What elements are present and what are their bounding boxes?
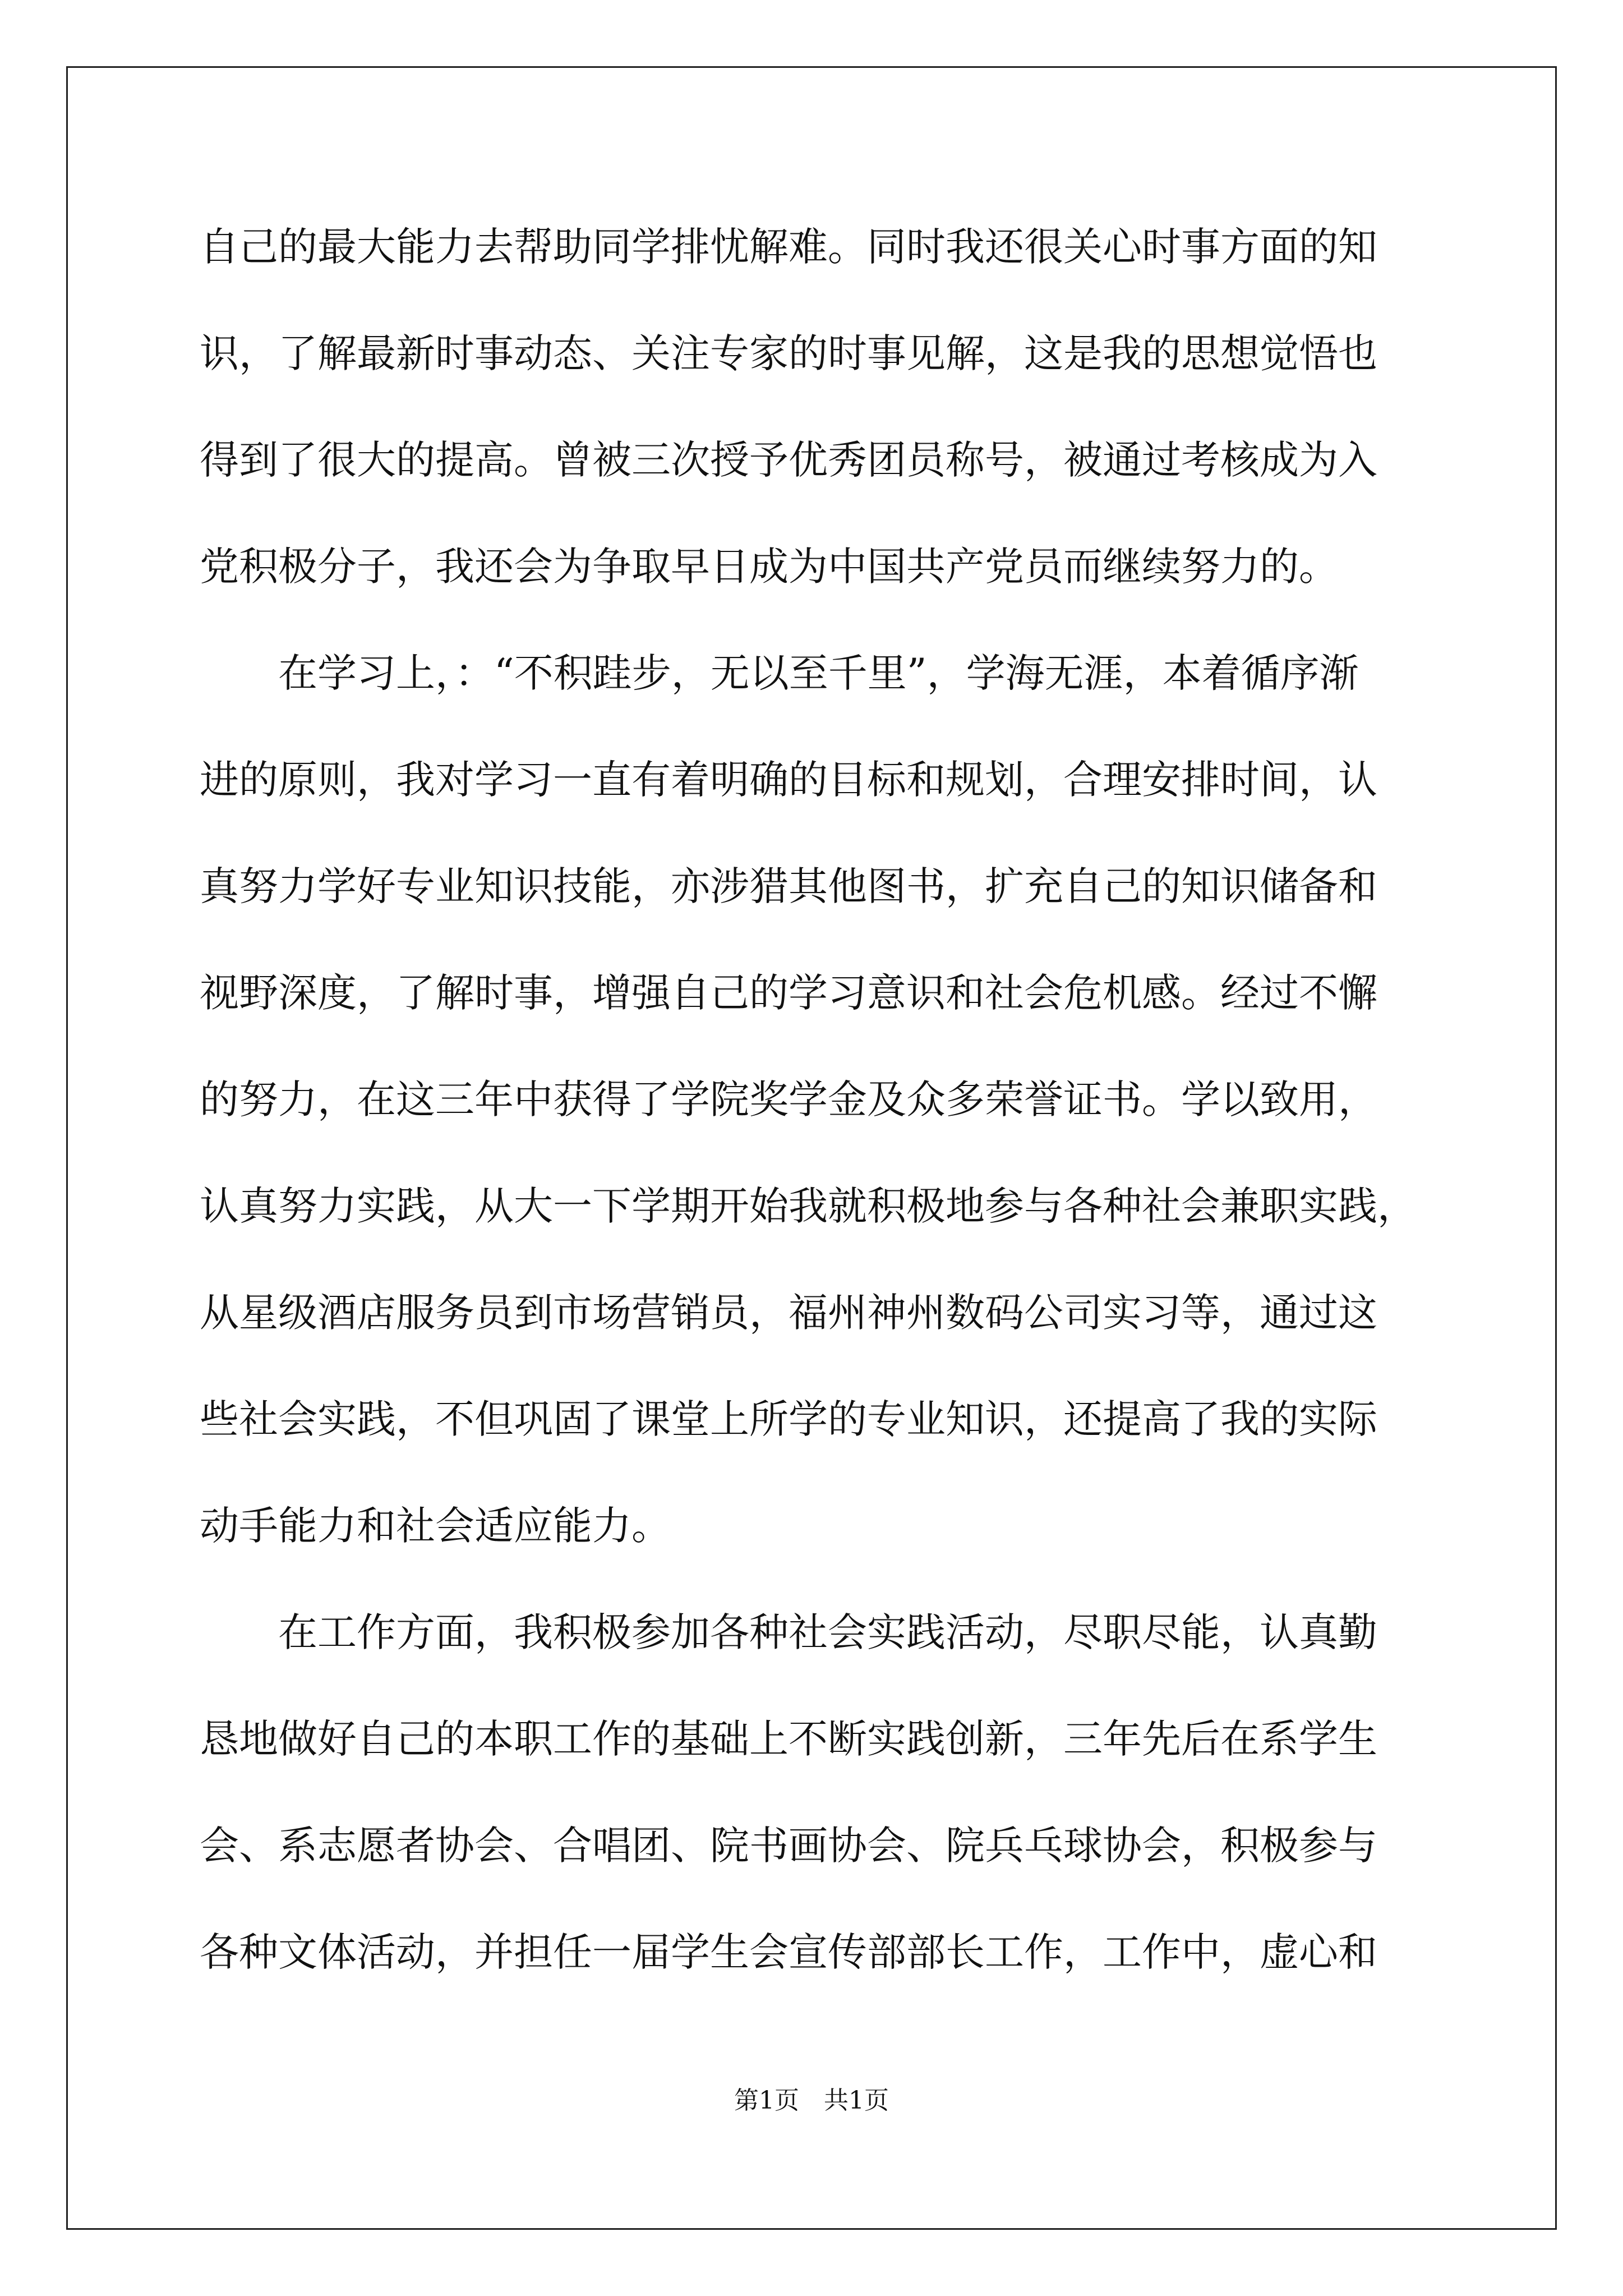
page-border	[66, 66, 1557, 2230]
text-line: 恳地做好自己的本职工作的基础上不断实践创新，三年先后在系学生	[200, 1716, 1377, 1762]
text-line: 视野深度，了解时事，增强自己的学习意识和社会危机感。经过不懈	[200, 970, 1377, 1016]
text-line: 真努力学好专业知识技能，亦涉猎其他图书，扩充自己的知识储备和	[200, 863, 1377, 909]
text-line: 认真努力实践，从大一下学期开始我就积极地参与各种社会兼职实践，	[200, 1183, 1417, 1229]
text-line: 在工作方面，我积极参加各种社会实践活动，尽职尽能，认真勤	[200, 1609, 1377, 1655]
text-line: 动手能力和社会适应能力。	[200, 1503, 671, 1549]
page-footer: 第1页 共1页	[734, 2086, 889, 2115]
text-line: 自己的最大能力去帮助同学排忧解难。同时我还很关心时事方面的知	[200, 224, 1377, 270]
text-line: 得到了很大的提高。曾被三次授予优秀团员称号，被通过考核成为入	[200, 437, 1377, 483]
text-line: 各种文体活动，并担任一届学生会宣传部部长工作，工作中，虚心和	[200, 1929, 1377, 1975]
text-line: 进的原则，我对学习一直有着明确的目标和规划，合理安排时间，认	[200, 757, 1377, 803]
text-line: 党积极分子，我还会为争取早日成为中国共产党员而继续努力的。	[200, 544, 1338, 590]
text-line: 的努力，在这三年中获得了学院奖学金及众多荣誉证书。学以致用，	[200, 1076, 1377, 1122]
text-line: 会、系志愿者协会、合唱团、院书画协会、院兵乓球协会，积极参与	[200, 1823, 1377, 1869]
text-line: 些社会实践，不但巩固了课堂上所学的专业知识，还提高了我的实际	[200, 1396, 1377, 1442]
text-line: 在学习上，：“不积跬步，无以至千里”，学海无涯，本着循序渐	[200, 650, 1359, 696]
text-line: 从星级酒店服务员到市场营销员，福州神州数码公司实习等，通过这	[200, 1290, 1377, 1336]
text-line: 识，了解最新时事动态、关注专家的时事见解，这是我的思想觉悟也	[200, 330, 1377, 376]
